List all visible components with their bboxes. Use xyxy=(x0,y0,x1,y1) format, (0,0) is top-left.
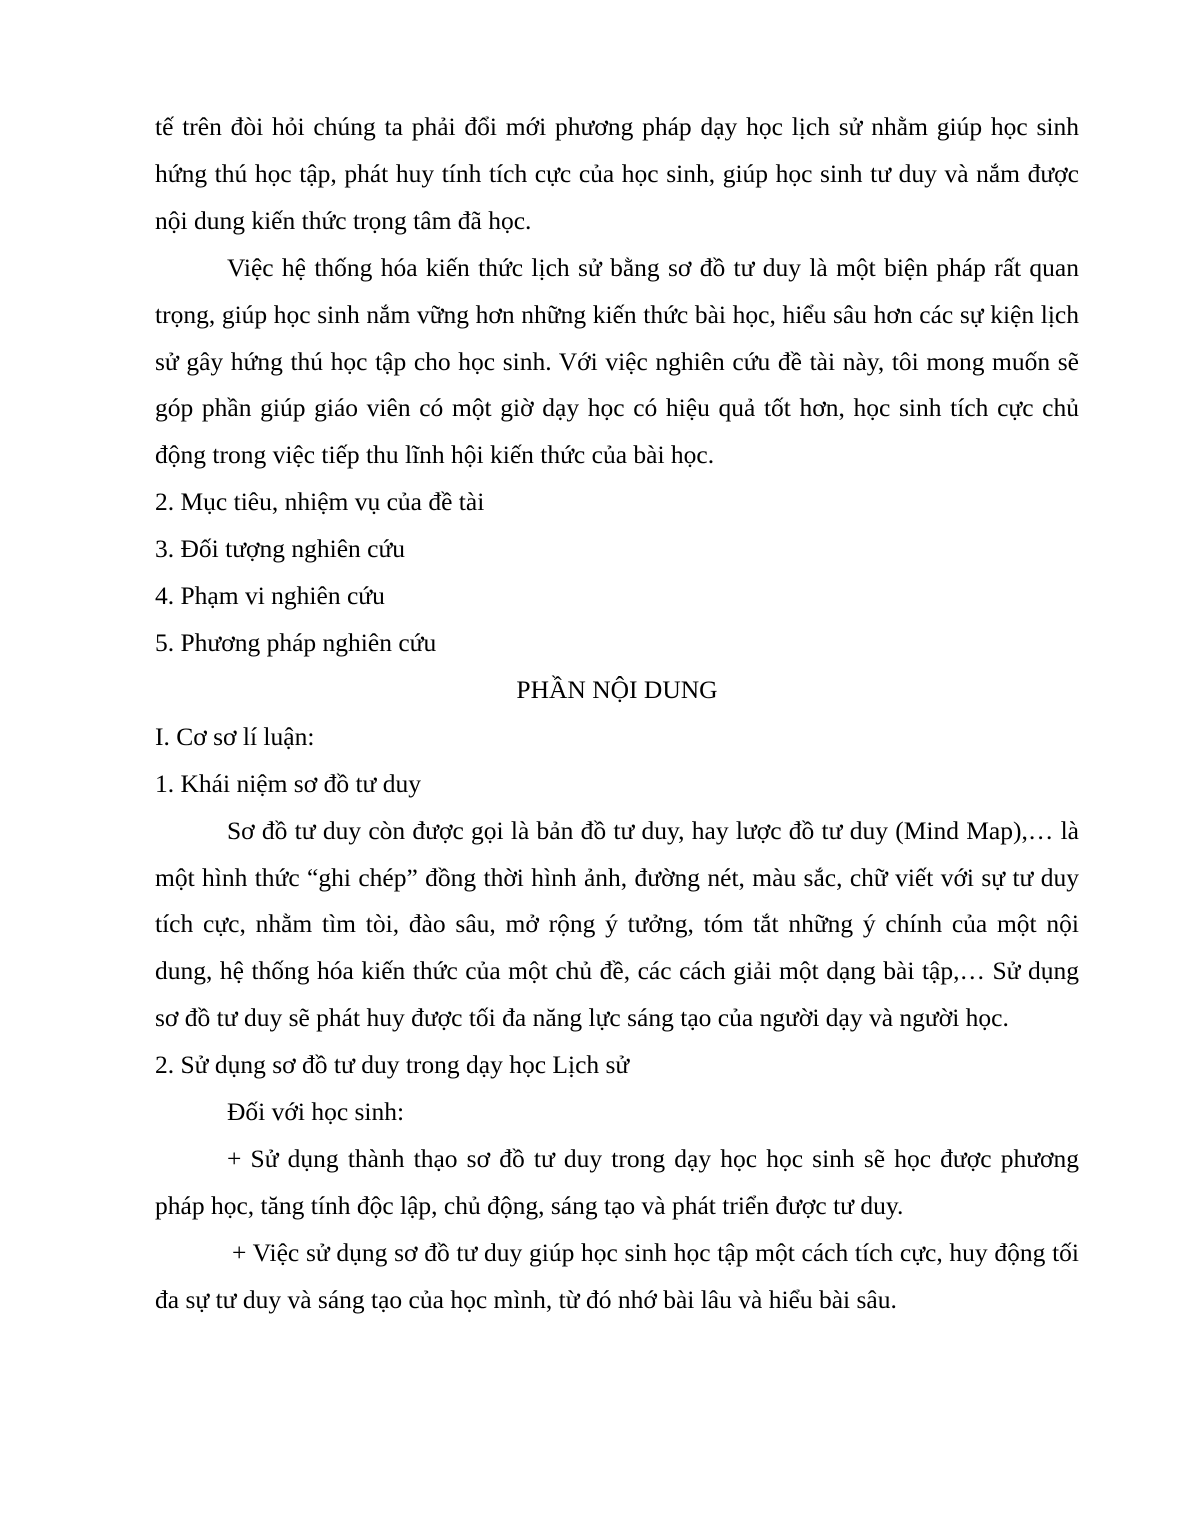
document-page xyxy=(155,104,1079,1324)
heading-theoretical-basis: I. Cơ sơ lí luận: xyxy=(155,721,315,751)
section-title: PHẦN NỘI DUNG xyxy=(516,674,718,704)
heading-mindmap-concept: 1. Khái niệm sơ đồ tư duy xyxy=(155,768,421,798)
heading-research-subject: 3. Đối tượng nghiên cứu xyxy=(155,534,406,564)
bullet-student-benefit-2: + Việc sử dụng sơ đồ tư duy giúp học sinh học tập một cách tích cực, huy động tối đa sự tư duy và sáng tạo của học mình, từ đó nhớ bài lâu và hiểu bài sâu. xyxy=(155,1237,1079,1314)
heading-research-scope: 4. Phạm vi nghiên cứu xyxy=(155,581,385,611)
heading-mindmap-usage: 2. Sử dụng sơ đồ tư duy trong dạy học Lịch sử xyxy=(155,1050,630,1080)
paragraph-for-students: Đối với học sinh: xyxy=(227,1097,405,1127)
paragraph-intro-purpose: Việc hệ thống hóa kiến thức lịch sử bằng sơ đồ tư duy là một biện pháp rất quan trọng, giúp học sinh nắm vững hơn những kiến thức bài học, hiểu sâu hơn các sự kiện lịch sử gây hứng thú học tập cho học sinh. Với việc nghiên cứu đề tài này, tôi mong muốn sẽ góp phần giúp giáo viên có một giờ dạy học có hiệu quả tốt hơn, học sinh tích cực chủ động trong việc tiếp thu lĩnh hội kiến thức của bài học. xyxy=(155,252,1079,470)
bullet-student-benefit-1: + Sử dụng thành thạo sơ đồ tư duy trong dạy học học sinh sẽ học được phương pháp học, tăng tính độc lập, chủ động, sáng tạo và phát triển được tư duy. xyxy=(155,1143,1079,1220)
heading-research-method: 5. Phương pháp nghiên cứu xyxy=(155,627,437,657)
heading-objectives: 2. Mục tiêu, nhiệm vụ của đề tài xyxy=(155,487,485,517)
paragraph-intro-continued: tế trên đòi hỏi chúng ta phải đổi mới phương pháp dạy học lịch sử nhằm giúp học sinh hứng thú học tập, phát huy tính tích cực của học sinh, giúp học sinh tư duy và nắm được nội dung kiến thức trọng tâm đã học. xyxy=(155,112,1079,235)
paragraph-mindmap-definition: Sơ đồ tư duy còn được gọi là bản đồ tư duy, hay lược đồ tư duy (Mind Map),… là một hình thức “ghi chép” đồng thời hình ảnh, đường nét, màu sắc, chữ viết với sự tư duy tích cực, nhằm tìm tòi, đào sâu, mở rộng ý tưởng, tóm tắt những ý chính của một nội dung, hệ thống hóa kiến thức của một chủ đề, các cách giải một dạng bài tập,… Sử dụng sơ đồ tư duy sẽ phát huy được tối đa năng lực sáng tạo của người dạy và người học. xyxy=(155,815,1079,1033)
